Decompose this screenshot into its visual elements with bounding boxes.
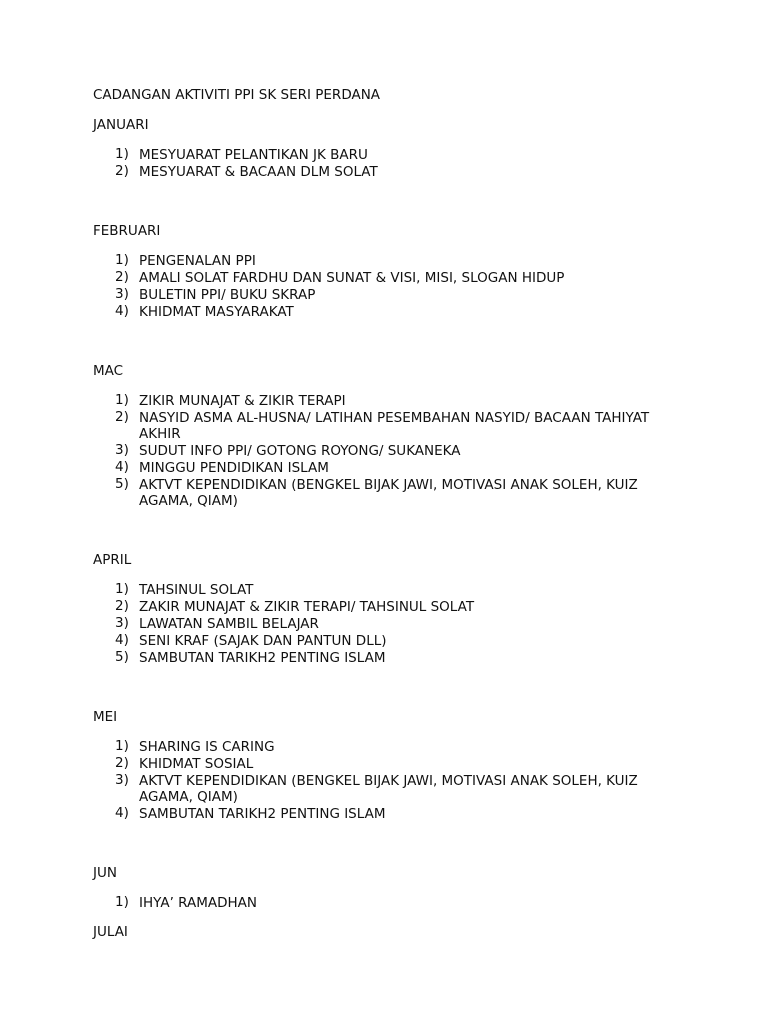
- item-number: 3): [115, 286, 129, 302]
- item-text: SHARING IS CARING: [139, 739, 275, 755]
- activity-item: [93, 409, 683, 442]
- activity-list: [93, 252, 683, 320]
- item-number: 2): [115, 163, 129, 179]
- month-heading: JULAI: [93, 924, 128, 940]
- item-text: TAHSINUL SOLAT: [139, 582, 254, 598]
- activity-item: [93, 269, 683, 286]
- month-section-mei: [93, 708, 683, 822]
- activity-item: [93, 894, 683, 911]
- activity-item: [93, 252, 683, 269]
- item-number: 1): [115, 252, 129, 268]
- activity-item: [93, 303, 683, 320]
- item-text: BULETIN PPI/ BUKU SKRAP: [139, 287, 316, 303]
- activity-list: [93, 894, 683, 911]
- item-text: KHIDMAT MASYARAKAT: [139, 304, 294, 320]
- item-number: 5): [115, 649, 129, 665]
- item-number: 4): [115, 459, 129, 475]
- activity-item: [93, 163, 683, 180]
- item-text: IHYA’ RAMADHAN: [139, 895, 257, 911]
- item-text: NASYID ASMA AL-HUSNA/ LATIHAN PESEMBAHAN NASYID/ BACAAN TAHIYAT AKHIR: [139, 410, 650, 442]
- activity-item: [93, 581, 683, 598]
- month-section-januari: [93, 116, 683, 180]
- month-heading: JANUARI: [93, 117, 149, 133]
- item-number: 4): [115, 303, 129, 319]
- item-text: SAMBUTAN TARIKH2 PENTING ISLAM: [139, 806, 386, 822]
- item-number: 4): [115, 632, 129, 648]
- item-text: SAMBUTAN TARIKH2 PENTING ISLAM: [139, 650, 386, 666]
- month-heading: FEBRUARI: [93, 223, 161, 239]
- item-number: 1): [115, 146, 129, 162]
- item-number: 1): [115, 738, 129, 754]
- activity-item: [93, 392, 683, 409]
- item-text: SENI KRAF (SAJAK DAN PANTUN DLL): [139, 633, 387, 649]
- item-text: ZIKIR MUNAJAT & ZIKIR TERAPI: [139, 393, 346, 409]
- activity-item: [93, 772, 683, 805]
- activity-item: [93, 286, 683, 303]
- month-sections: [93, 116, 683, 941]
- activity-item: [93, 442, 683, 459]
- activity-item: [93, 598, 683, 615]
- month-heading: APRIL: [93, 552, 132, 568]
- item-text: ZAKIR MUNAJAT & ZIKIR TERAPI/ TAHSINUL SOLAT: [139, 599, 475, 615]
- month-section-februari: [93, 222, 683, 320]
- item-text: AKTVT KEPENDIDIKAN (BENGKEL BIJAK JAWI, MOTIVASI ANAK SOLEH, KUIZ AGAMA, QIAM): [139, 773, 638, 805]
- activity-list: [93, 581, 683, 666]
- item-number: 1): [115, 392, 129, 408]
- item-number: 3): [115, 772, 129, 788]
- item-number: 2): [115, 598, 129, 614]
- month-heading: JUN: [93, 865, 117, 881]
- item-text: MESYUARAT & BACAAN DLM SOLAT: [139, 164, 378, 180]
- item-number: 1): [115, 894, 129, 910]
- item-number: 2): [115, 269, 129, 285]
- month-section-april: [93, 551, 683, 666]
- activity-item: [93, 805, 683, 822]
- activity-item: [93, 146, 683, 163]
- month-section-julai: [93, 923, 683, 941]
- item-number: 3): [115, 442, 129, 458]
- item-number: 5): [115, 476, 129, 492]
- item-text: MINGGU PENDIDIKAN ISLAM: [139, 460, 329, 476]
- month-section-jun: [93, 864, 683, 911]
- item-text: SUDUT INFO PPI/ GOTONG ROYONG/ SUKANEKA: [139, 443, 461, 459]
- item-number: 3): [115, 615, 129, 631]
- item-number: 2): [115, 755, 129, 771]
- item-number: 2): [115, 409, 129, 425]
- activity-item: [93, 632, 683, 649]
- activity-item: [93, 476, 683, 509]
- item-number: 4): [115, 805, 129, 821]
- item-text: MESYUARAT PELANTIKAN JK BARU: [139, 147, 368, 163]
- document-page: [93, 86, 683, 941]
- item-text: PENGENALAN PPI: [139, 253, 256, 269]
- document-title: CADANGAN AKTIVITI PPI SK SERI PERDANA: [93, 87, 381, 103]
- activity-list: [93, 146, 683, 180]
- activity-list: [93, 738, 683, 822]
- month-heading: MAC: [93, 363, 124, 379]
- activity-item: [93, 738, 683, 755]
- item-number: 1): [115, 581, 129, 597]
- activity-list: [93, 392, 683, 509]
- item-text: AKTVT KEPENDIDIKAN (BENGKEL BIJAK JAWI, MOTIVASI ANAK SOLEH, KUIZ AGAMA, QIAM): [139, 477, 638, 509]
- activity-item: [93, 615, 683, 632]
- item-text: AMALI SOLAT FARDHU DAN SUNAT & VISI, MISI, SLOGAN HIDUP: [139, 270, 565, 286]
- activity-item: [93, 649, 683, 666]
- activity-item: [93, 459, 683, 476]
- item-text: LAWATAN SAMBIL BELAJAR: [139, 616, 319, 632]
- item-text: KHIDMAT SOSIAL: [139, 756, 254, 772]
- activity-item: [93, 755, 683, 772]
- month-heading: MEI: [93, 709, 118, 725]
- month-section-mac: [93, 362, 683, 509]
